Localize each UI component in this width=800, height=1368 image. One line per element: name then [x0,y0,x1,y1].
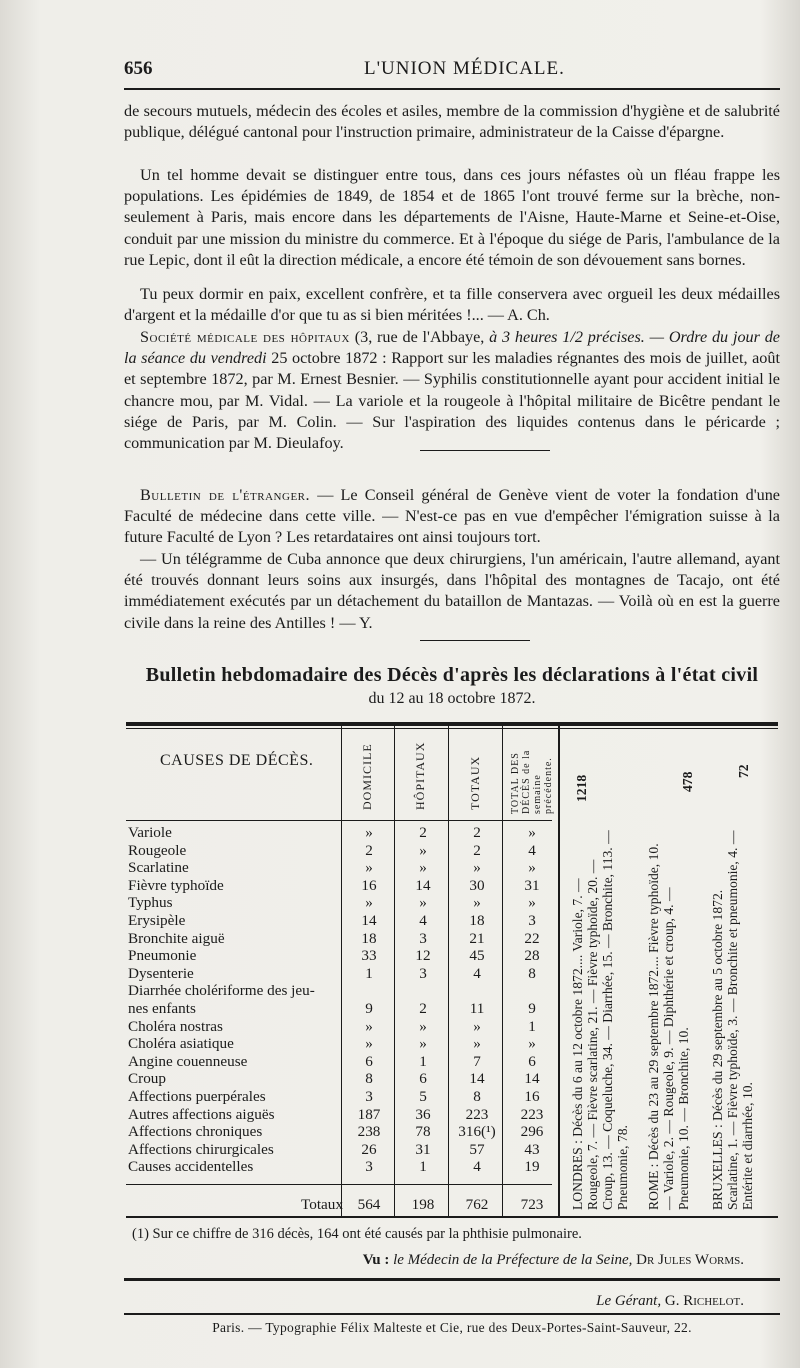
vu-prefix: Vu : [362,1252,394,1268]
table-cell: » [419,841,427,859]
section-divider [420,640,530,641]
table-cell: » [365,894,373,912]
cause-label: Scarlatine [128,859,189,877]
vu-text: le Médecin de la Préfecture de la Seine, [393,1252,633,1268]
table-bottom-rule [126,1216,778,1218]
table-row [128,1018,548,1035]
table-cell: 57 [469,1140,485,1158]
cause-label: Typhus [128,894,173,912]
totals-label: Totaux [301,1196,343,1213]
table-cell: 238 [357,1123,381,1141]
cause-label: Fièvre typhoïde [128,876,224,894]
table-row [128,1106,548,1123]
table-cell: 4 [528,841,536,859]
societe-date: 25 octobre [271,349,341,368]
cause-label: nes enfants [128,1000,196,1017]
sidebar-number-rome: 478 [680,771,695,792]
table-row [128,947,548,964]
page-number: 656 [124,58,153,79]
table-cell: 8 [473,1088,481,1105]
gerant-line [124,1293,744,1310]
obituary-paragraph-2: Un tel homme devait se distinguer entre tous, dans ces jours néfastes où un fléau frappe les populations. Les épidémies de 1849, de 1854 et de 1865 l'ont trouvé ferme sur la brèche, non-seulement à Paris, mais encore dans les départements de l'Aisne, Haute-Marne et Seine-et-Oise, conduit par une mission du ministre du commerce. Et à l'époque du siége de Paris, l'ambulance de la rue Lepic, dont il eût la direction médicale, a encore été témoin de son dévouement sans bornes. [124,166,780,269]
cause-label: Choléra nostras [128,1017,223,1035]
table-row [128,824,548,841]
table-cell: 4 [473,964,481,982]
imprint-line: Paris. — Typographie Félix Malteste et Cie, rue des Deux-Portes-Saint-Sauveur, 22. [212,1320,692,1335]
table-top-rule [126,722,778,726]
table-cell: » [528,824,536,841]
sidebar-number-londres: 1218 [574,774,589,802]
societe-name: Société médicale des hôpitaux [140,328,350,346]
table-cell: 2 [473,841,481,859]
table-cell: 45 [469,947,485,965]
column-header-semaine-precedente: TOTAL DES DÉCÈS de la semaine précédente. [510,749,554,814]
table-cell: 3 [365,1158,373,1176]
table-cell: 36 [415,1105,431,1123]
societe-address: (3, rue de l'Abbaye, [349,328,490,346]
table-row [128,965,548,982]
table-cell: 19 [524,1158,540,1176]
column-header-totaux: TOTAUX [468,755,482,810]
table-row [128,1123,548,1140]
table-cell: 9 [365,1000,373,1017]
bulletin-etranger-text: — Le Conseil général de Genève vient de voter la fondation d'une Faculté de médecine dans cette ville. — N'est-ce pas en vue d'empêcher l'émigration suisse à la future Faculté de Lyon ? Les retardataires ont ainsi toujours tort. [124,486,780,547]
table-cell: 31 [524,876,540,894]
table-cell: 14 [415,876,431,894]
societe-time: à 3 heures 1/2 précises. [489,328,645,346]
table-cell: 187 [357,1105,381,1123]
running-title: L'UNION MÉDICALE. [364,58,565,79]
table-cell: 296 [520,1123,544,1141]
cause-label: Angine couenneuse [128,1052,248,1070]
table-cell: 1 [365,964,373,982]
table-cell: 22 [524,929,540,947]
table-cell: 5 [419,1088,427,1105]
societe-paragraph [124,327,780,454]
societe-order-label: — Ordre du jour de la séance du vendredi [124,328,780,368]
table-cell: » [473,1017,481,1035]
table-cell: 2 [419,824,427,841]
column-header-domicile: DOMICILE [360,743,374,810]
table-cell: 16 [524,1088,540,1105]
table-cell: » [419,894,427,912]
table-cell: 14 [469,1070,485,1088]
table-cell: 316(¹) [458,1123,496,1141]
obituary-paragraph-3: Tu peux dormir en paix, excellent confrère, et ta fille conservera avec orgueil les deux médailles d'argent et la médaille d'or que tu as si bien méritées !... — A. Ch. [124,285,780,325]
table-cell: 33 [361,947,377,965]
table-cell: 30 [469,876,485,894]
table-row [128,842,548,859]
section-divider [420,450,550,451]
totals-totaux: 762 [465,1196,489,1213]
gerant-label: Le Gérant, [596,1293,662,1309]
table-cell: » [473,894,481,912]
table-cell: 12 [415,947,431,965]
totals-domicile: 564 [357,1196,381,1213]
table-cell: » [473,1035,481,1053]
header-rule [124,88,780,90]
deces-title: Bulletin hebdomadaire des Décès d'après les déclarations à l'état civil [145,664,759,686]
table-cell: » [528,894,536,912]
table-cell: 1 [419,1158,427,1176]
sidebar-bruxelles: BRUXELLES : Décès du 29 septembre au 5 octobre 1872. Scarlatine, 1. — Fièvre typhoïde, 3. — Bronchite et pneumonie, 4. — Entérite et diarrhée, 10. [710,830,755,1210]
table-row [128,1000,548,1017]
table-cell: » [419,859,427,877]
cause-label: Erysipèle [128,912,186,929]
bulletin-etranger-label: Bulletin de l'étranger. [140,486,311,504]
table-row [128,1158,548,1175]
cause-label: Choléra asiatique [128,1035,234,1053]
table-row [128,1070,548,1087]
table-cell: 8 [365,1070,373,1088]
column-line [558,722,560,1216]
deces-table [126,722,778,1220]
table-cell: 1 [528,1017,536,1035]
table-cell: 2 [419,1000,427,1017]
table-cell: 6 [365,1052,373,1070]
table-cell: 4 [473,1158,481,1176]
table-cell: 3 [419,964,427,982]
table-row [128,877,548,894]
cause-label: Autres affections aiguës [128,1105,275,1123]
sidebar-londres: LONDRES : Décès du 6 au 12 octobre 1872.... Variole, 7. — Rougeole, 7. — Fièvre scarlatine, 21. — Fièvre typhoïde, 20. — Croup, 13. — Coqueluche, 34. — Diarrhée, 15. — Bronchite, 113. — Pneumonie, 78. [570,830,630,1210]
societe-agenda: 1872 : Rapport sur les maladies régnantes des mois de juillet, août et septembre 1872, par M. Ernest Besnier. — Syphilis constitutionnelle ayant pour accident initial le chancre mou, par M. Vidal. — La variole et la rougeole à l'hôpital militaire de Bicêtre pendant le siége de Paris, par M. Colin. — Sur l'aspiration des liquides contenus dans le péricarde ; communication par M. Dieulafoy. [124,349,780,453]
vu-line [124,1252,744,1269]
table-cell: 223 [465,1105,489,1123]
table-cell: » [365,1035,373,1053]
cause-label: Bronchite aiguë [128,929,225,947]
cause-label: Dysenterie [128,964,194,982]
table-cell: 7 [473,1052,481,1070]
table-totals-row [128,1196,548,1213]
cause-label: Variole [128,824,172,841]
table-totals-rule [126,1184,552,1185]
table-row [128,894,548,911]
footer-rule [124,1278,780,1281]
table-cell: 3 [365,1088,373,1105]
cause-label: Affections chroniques [128,1123,263,1141]
table-top-rule-thin [126,728,778,729]
table-cell: 78 [415,1123,431,1141]
totals-semaine-precedente: 723 [520,1196,544,1213]
cause-label: Rougeole [128,841,187,859]
table-cell: 3 [528,912,536,929]
table-cell: 4 [419,912,427,929]
table-cell: » [473,859,481,877]
table-cell: 16 [361,876,377,894]
gerant-name: G. Richelot. [661,1293,744,1309]
table-cell: 31 [415,1140,431,1158]
table-cell: » [365,859,373,877]
table-cell: 6 [528,1052,536,1070]
table-row [128,1035,548,1052]
table-header-rule [126,820,552,821]
table-cell: 3 [419,929,427,947]
obituary-paragraph-1: de secours mutuels, médecin des écoles et asiles, membre de la commission d'hygiène et de salubrité publique, délégué cantonal pour l'instruction primaire, administrateur de la Caisse d'épargne. [124,102,780,142]
deces-subtitle: du 12 au 18 octobre 1872. [368,690,536,707]
deces-footnote: (1) Sur ce chiffre de 316 décès, 164 ont été causés par la phthisie pulmonaire. [132,1226,582,1242]
table-cell: 2 [365,841,373,859]
cause-label: Causes accidentelles [128,1158,254,1176]
table-cell: 6 [419,1070,427,1088]
imprint-rule [124,1313,780,1315]
table-row [128,1053,548,1070]
sidebar-rome: ROME : Décès du 23 au 29 septembre 1872.... Fièvre typhoïde, 10. — Variole, 2. — Rougeole, 9. — Diphthérie et croup, 4. — Pneumonie, 10. — Bronchite, 10. [646,843,691,1210]
table-cell: 223 [520,1105,544,1123]
cause-label: Pneumonie [128,947,197,965]
table-row [128,912,548,929]
table-cell: 18 [361,929,377,947]
table-cell: » [419,1017,427,1035]
cause-label: Diarrhée cholériforme des jeu- [128,982,315,1000]
table-cell: 14 [361,912,377,929]
cause-label: Affections puerpérales [128,1088,266,1105]
table-row [128,982,548,999]
table-cell: 8 [528,964,536,982]
table-cell: 1 [419,1052,427,1070]
bulletin-etranger-paragraph-1 [124,485,780,549]
table-cell: » [365,1017,373,1035]
cause-label: Affections chirurgicales [128,1140,274,1158]
table-cell: 18 [469,912,485,929]
table-cell: 21 [469,929,485,947]
table-cell: 2 [473,824,481,841]
table-cell: » [528,859,536,877]
table-cell: 14 [524,1070,540,1088]
column-header-hopitaux: HÔPITAUX [413,741,427,810]
table-row [128,1088,548,1105]
table-cell: 43 [524,1140,540,1158]
table-cell: » [365,824,373,841]
page-header [124,58,780,82]
sidebar-number-bruxelles: 72 [736,764,751,778]
table-cell: » [528,1035,536,1053]
totals-hopitaux: 198 [411,1196,435,1213]
column-header-causes: CAUSES DE DÉCÈS. [160,752,314,769]
table-cell: 26 [361,1140,377,1158]
table-row [128,1141,548,1158]
table-cell: » [419,1035,427,1053]
bulletin-etranger-paragraph-2: — Un télégramme de Cuba annonce que deux chirurgiens, l'un américain, l'autre allemand, ayant été trouvés donnant leurs soins aux insurgés, dans l'hôpital des montagnes de Tacajo, ont été immédiatement exécutés par un détachement du bataillon de Mantazas. — Voilà où en est la guerre civile dans la reine des Antilles ! — Y. [124,550,780,632]
table-cell: 11 [469,1000,485,1017]
table-row [128,930,548,947]
vu-name: Dr Jules Worms. [632,1252,744,1268]
cause-label: Croup [128,1070,166,1088]
table-cell: 28 [524,947,540,965]
table-row [128,859,548,876]
table-cell: 9 [528,1000,536,1017]
